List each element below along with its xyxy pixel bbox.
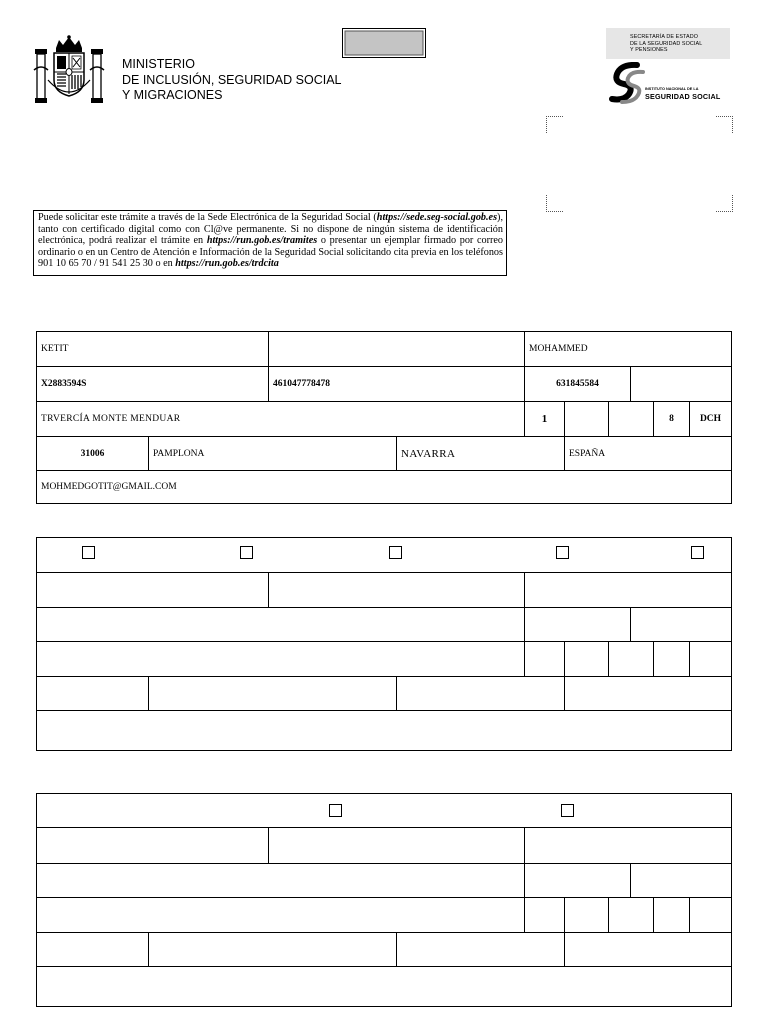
stamp-corner <box>546 116 563 133</box>
party-city-field[interactable] <box>148 932 397 967</box>
notice-text: o presentar un ejemplar firmado por correo ordinario o en un Centro de Atención e Información de la Seguridad Social solicitando cita previa en los teléfonos 901 10 65 70 / 91 541 25 30 o en <box>38 235 503 270</box>
stamp-corner <box>546 195 563 212</box>
floor-field[interactable]: 8 <box>653 401 690 437</box>
secretaria-line: SECRETARÍA DE ESTADO <box>630 34 698 40</box>
option-checkbox[interactable] <box>240 546 253 559</box>
door-field[interactable]: DCH <box>689 401 732 437</box>
phone-field[interactable]: 631845584 <box>524 366 631 402</box>
rep-floor-field[interactable] <box>653 641 690 677</box>
email-field[interactable]: MOHMEDGOTIT@GMAIL.COM <box>36 470 732 504</box>
rep-province-field[interactable] <box>396 676 565 711</box>
rep-block-field[interactable] <box>564 641 609 677</box>
city-field[interactable]: PAMPLONA <box>148 436 397 471</box>
inss-label-small: INSTITUTO NACIONAL DE LA <box>645 87 699 91</box>
inss-logo-icon <box>607 62 645 109</box>
party-street-field[interactable] <box>36 897 525 933</box>
party-surname1-field[interactable] <box>36 827 269 864</box>
rep-postal-code-field[interactable] <box>36 676 149 711</box>
surname1-field[interactable]: KETIT <box>36 331 269 367</box>
name-field[interactable]: MOHAMMED <box>524 331 732 367</box>
tramites-link[interactable]: https://run.gob.es/tramites <box>206 235 318 247</box>
rep-surname2-field[interactable] <box>268 572 525 608</box>
secretaria-line: Y PENSIONES <box>630 47 668 53</box>
party-province-field[interactable] <box>396 932 565 967</box>
rep-street-field[interactable] <box>36 641 525 677</box>
sede-link[interactable]: https://sede.seg-social.gob.es <box>376 212 498 223</box>
option-checkbox[interactable] <box>329 804 342 817</box>
party-country-field[interactable] <box>564 932 732 967</box>
rep-country-field[interactable] <box>564 676 732 711</box>
ministry-name <box>122 57 342 104</box>
rep-phone2-field[interactable] <box>630 607 732 642</box>
ministry-line: MINISTERIO <box>122 57 195 71</box>
number-field[interactable]: 1 <box>524 401 565 437</box>
notice-text: ), tanto con certificado digital como con Cl@ve permanente. Si no dispone de ningún sistema de identificación electrónica, podrá realizar el trámite en <box>38 212 503 247</box>
country-field[interactable]: ESPAÑA <box>564 436 732 471</box>
secretaria-line: DE LA SEGURIDAD SOCIAL <box>630 40 703 47</box>
surname2-field[interactable] <box>268 331 525 367</box>
party-floor-field[interactable] <box>653 897 690 933</box>
block-field[interactable] <box>564 401 609 437</box>
rep-id-field[interactable] <box>36 607 525 642</box>
rep-city-field[interactable] <box>148 676 397 711</box>
electronic-procedure-notice <box>33 210 507 276</box>
stamp-corner <box>716 116 733 133</box>
rep-phone-field[interactable] <box>524 607 631 642</box>
option-checkbox[interactable] <box>82 546 95 559</box>
registry-stamp-box <box>342 28 426 58</box>
party-surname2-field[interactable] <box>268 827 525 864</box>
party-stair-field[interactable] <box>608 897 654 933</box>
party-phone2-field[interactable] <box>630 863 732 898</box>
ministry-line: DE INCLUSIÓN, SEGURIDAD SOCIAL <box>122 72 342 87</box>
stamp-corner <box>716 195 733 212</box>
party-number-field[interactable] <box>524 897 565 933</box>
postal-code-field[interactable]: 31006 <box>36 436 149 471</box>
inss-label-big: SEGURIDAD SOCIAL <box>645 92 721 101</box>
cita-link[interactable]: https://run.gob.es/trdcita <box>175 258 279 270</box>
party-phone-field[interactable] <box>524 863 631 898</box>
party-block-field[interactable] <box>564 897 609 933</box>
party-id-field[interactable] <box>36 863 525 898</box>
notice-text: Puede solicitar este trámite a través de la Sede Electrónica de la Seguridad Social ( <box>38 212 377 223</box>
phone2-field[interactable] <box>630 366 732 402</box>
rep-name-field[interactable] <box>524 572 732 608</box>
ministry-line: Y MIGRACIONES <box>122 88 223 102</box>
stair-field[interactable] <box>608 401 654 437</box>
rep-surname1-field[interactable] <box>36 572 269 608</box>
option-checkbox[interactable] <box>389 546 402 559</box>
option-checkbox[interactable] <box>556 546 569 559</box>
street-field[interactable]: TRVERCÍA MONTE MENDUAR <box>36 401 525 437</box>
option-checkbox[interactable] <box>691 546 704 559</box>
rep-door-field[interactable] <box>689 641 732 677</box>
rep-stair-field[interactable] <box>608 641 654 677</box>
party-door-field[interactable] <box>689 897 732 933</box>
party-postal-code-field[interactable] <box>36 932 149 967</box>
id-number-field[interactable]: X2883594S <box>36 366 269 402</box>
rep-number-field[interactable] <box>524 641 565 677</box>
party-name-field[interactable] <box>524 827 732 864</box>
coat-of-arms-icon <box>32 34 106 113</box>
province-field[interactable]: NAVARRA <box>396 436 565 471</box>
option-checkbox[interactable] <box>561 804 574 817</box>
ss-number-field[interactable]: 461047778478 <box>268 366 525 402</box>
